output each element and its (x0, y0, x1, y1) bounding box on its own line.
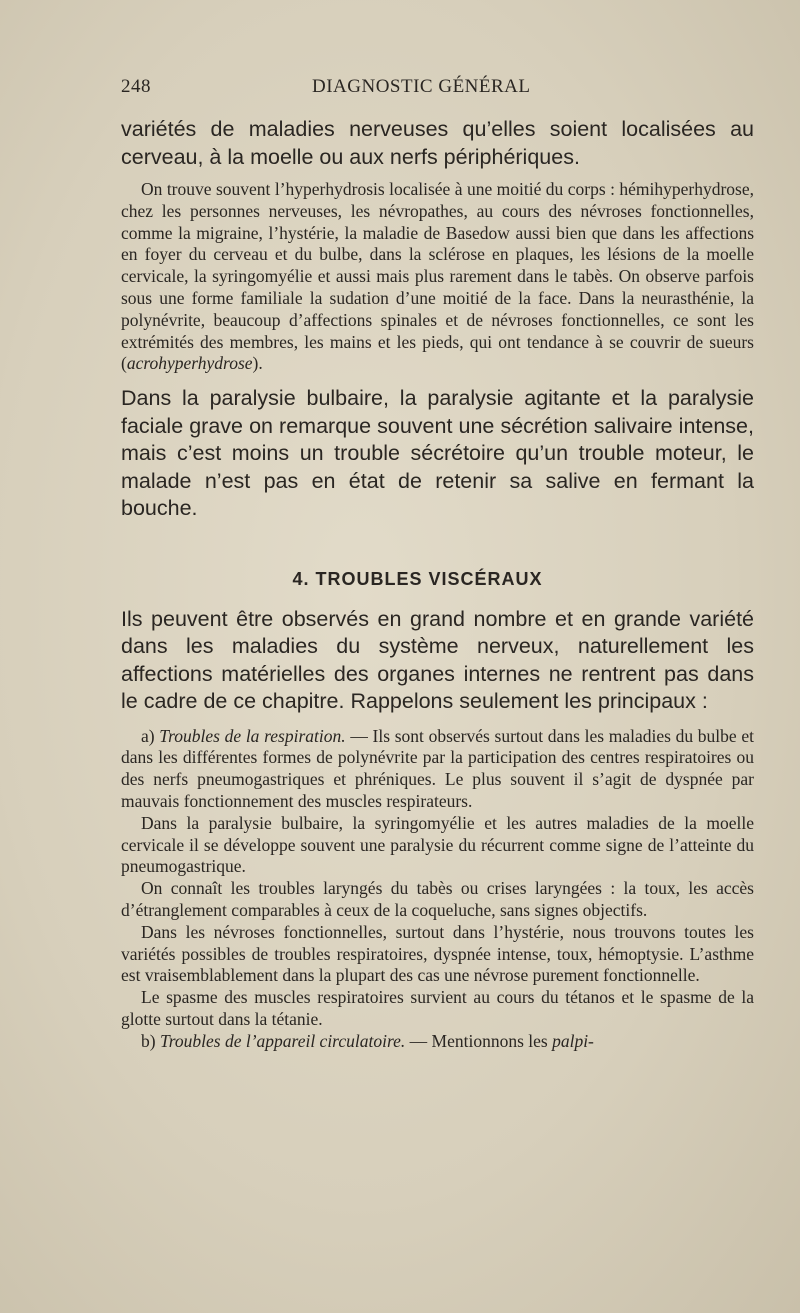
paragraph-2-text: On trouve souvent l’hyperhydrosis localisée à une moitié du corps : hémihyperhydrose, chez les personnes nerveuses, les névropathes, au cours des névroses fonctionnelles, comme la migraine, l’hystérie, la maladie de Basedow aussi bien que dans les affections en foyer du cerveau et du bulbe, dans la sclérose en plaques, les lésions de la moelle cervicale, la syringomyélie et aussi mais plus rarement dans le tabès. On observe parfois sous une forme familiale la sudation d’une moitié de la face. Dans la neurasthénie, la polynévrite, beaucoup d’affections spinales et de névroses fonctionnelles, ce sont les extrémités des membres, les mains et les pieds, qui ont tendance à se couvrir de sueurs ( (121, 179, 754, 374)
running-title: DIAGNOSTIC GÉNÉRAL (312, 76, 531, 97)
paragraph-9: Le spasme des muscles respiratoires survient au cours du tétanos et le spasme de la glotte surtout dans la tétanie. (121, 987, 754, 1030)
paragraph-6: Dans la paralysie bulbaire, la syringomyélie et les autres maladies de la moelle cervicale il se développe souvent une paralysie du récurrent comme signe de l’atteinte du pneumogastrique. (121, 812, 754, 877)
paragraph-3: Dans la paralysie bulbaire, la paralysie agitante et la paralysie faciale grave on remarque souvent une sécrétion salivaire intense, mais c’est moins un trouble sécrétoire qu’un trouble moteur, le malade n’est pas en état de retenir sa salive en fermant la bouche. (121, 386, 754, 521)
paragraph-8: Dans les névroses fonctionnelles, surtout dans l’hystérie, nous trouvons toutes les variétés possibles de troubles respiratoires, dyspnée intense, toux, hémoptysie. L’asthme est vraisemblablement dans la plupart des cas une névrose purement fonctionnelle. (121, 921, 754, 986)
paragraph-10-text: — Mentionnons les (405, 1030, 553, 1051)
paragraph-7: On connaît les troubles laryngés du tabès ou crises laryngées : la toux, les accès d’étranglement comparables à ceux de la coqueluche, sans signes objectifs. (121, 878, 754, 921)
paragraph-5-text: — Ils sont observés surtout dans les maladies du bulbe et dans les différentes formes de polynévrite par la participation des centres respiratoires ou des nerfs pneumogastriques et phréniques. Le plus souvent il s’agit de dyspnée par mauvais fonctionnement des muscles respirateurs. (121, 725, 754, 812)
paragraph-4: Ils peuvent être observés en grand nombre et en grande variété dans les maladies du système nerveux, naturellement les affections matérielles des organes internes ne rentrent pas dans le cadre de ce chapitre. Rappelons seulement les principaux : (121, 606, 754, 714)
paragraph-10 (121, 1031, 754, 1053)
paragraph-2-end: ). (252, 353, 263, 374)
paragraph-5 (121, 726, 754, 813)
paragraph-5-label: a) (141, 725, 160, 746)
paragraph-5-italic: Troubles de la respiration. (159, 725, 346, 746)
section-heading: 4. TROUBLES VISCÉRAUX (292, 568, 543, 589)
paragraph-2 (121, 179, 754, 375)
paragraph-1: variétés de maladies nerveuses qu’elles soient localisées au cerveau, à la moelle ou aux nerfs périphériques. (121, 117, 754, 169)
paragraph-10-italic: Troubles de l’appareil circulatoire. (159, 1030, 406, 1051)
paragraph-2-italic: acrohyperhydrose (126, 353, 253, 374)
paragraph-10-italic-end: palpi- (552, 1030, 594, 1051)
page-number: 248 (121, 76, 151, 97)
body-text (121, 116, 754, 1053)
paragraph-10-label: b) (141, 1030, 160, 1051)
